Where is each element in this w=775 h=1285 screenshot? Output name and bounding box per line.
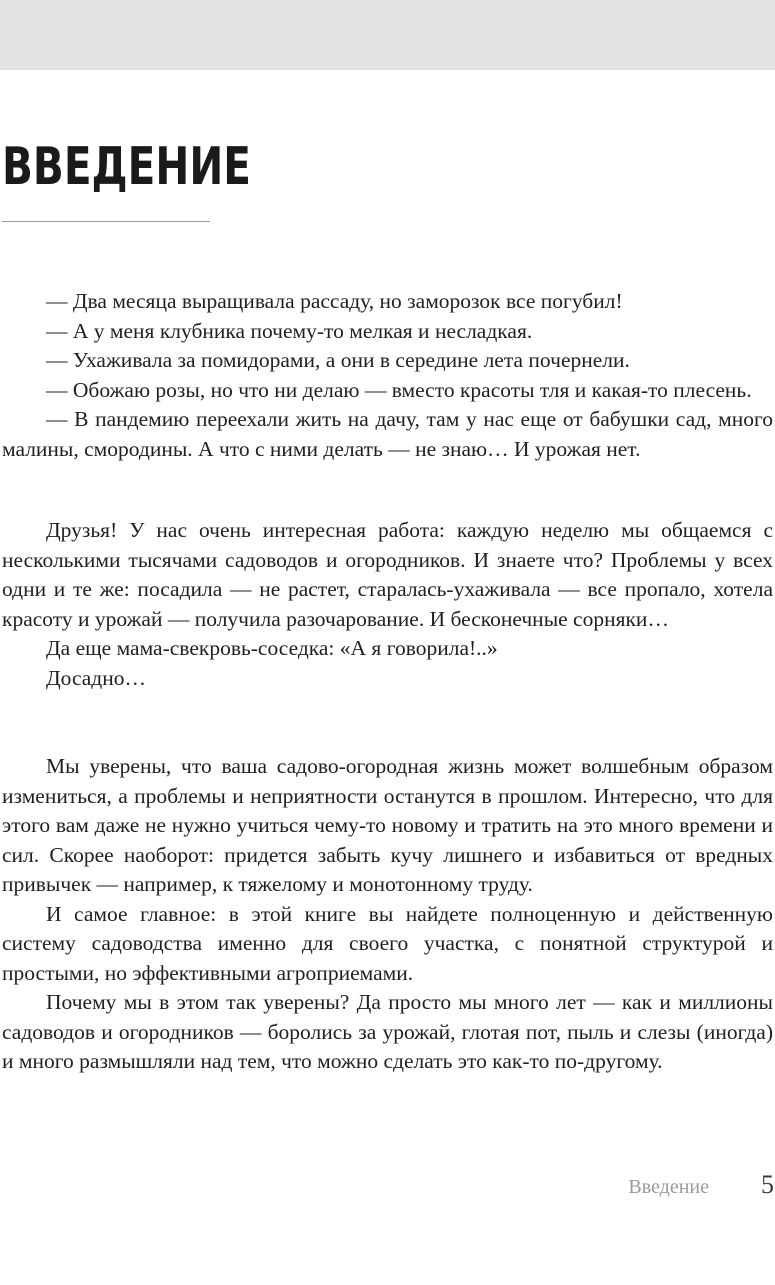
paragraph: И самое главное: в этой книге вы найдете полноценную и действенную систему садоводства именно для своего участка, с понятной структурой и простыми, но эффективными агроприемами. xyxy=(2,901,773,985)
dialogue-line: — Обожаю розы, но что ни делаю — вместо красоты тля и какая-то плесень. xyxy=(46,377,752,402)
title-underline xyxy=(2,221,210,222)
paragraph: Мы уверены, что ваша садово-огородная жизнь может волшебным образом измениться, а проблемы и неприятности останутся в прошлом. Интересно, что для этого вам даже не нужно учиться чему-то новому и тратить на это много времени и сил. Скорее наоборот: придется забыть кучу лишнего и избавиться от вредных привычек — например, к тяжелому и монотонному труду. xyxy=(2,754,773,896)
friends-section xyxy=(2,516,773,693)
chapter-title: ВВЕДЕНИЕ xyxy=(2,137,251,197)
confidence-section xyxy=(2,752,773,1077)
paragraph: Почему мы в этом так уверены? Да просто мы много лет — как и миллионы садоводов и огородников — боролись за урожай, глотая пот, пыль и слезы (иногда) и много размышляли над тем, что можно сделать это как-то по-другому. xyxy=(2,990,773,1073)
dialogue-line: — В пандемию переехали жить на дачу, там у нас еще от бабушки сад, много малины, смородины. А что с ними делать — не знаю… И урожая нет. xyxy=(2,407,773,461)
dialogue-line: — Два месяца выращивала рассаду, но заморозок все погубил! xyxy=(46,289,623,313)
paragraph: Да еще мама-свекровь-соседка: «А я говорила!..» xyxy=(46,636,498,660)
page-number: 5 xyxy=(761,1170,774,1199)
dialogue-line: — А у меня клубника почему-то мелкая и несладкая. xyxy=(46,318,533,343)
dialogue-section xyxy=(2,287,773,464)
paragraph: Друзья! У нас очень интересная работа: каждую неделю мы общаемся с несколькими тысячами садоводов и огородников. И знаете что? Проблемы у всех одни и те же: посадила — не растет, старалась-ухаживала — все пропало, хотела красоту и урожай — получила разочарование. И бесконечные сорняки… xyxy=(2,518,773,631)
paragraph: Досадно… xyxy=(46,665,146,690)
dialogue-line: — Ухаживала за помидорами, а они в середине лета почернели. xyxy=(46,348,630,372)
running-footer-title: Введение xyxy=(628,1176,709,1198)
page-header-band xyxy=(0,0,775,70)
